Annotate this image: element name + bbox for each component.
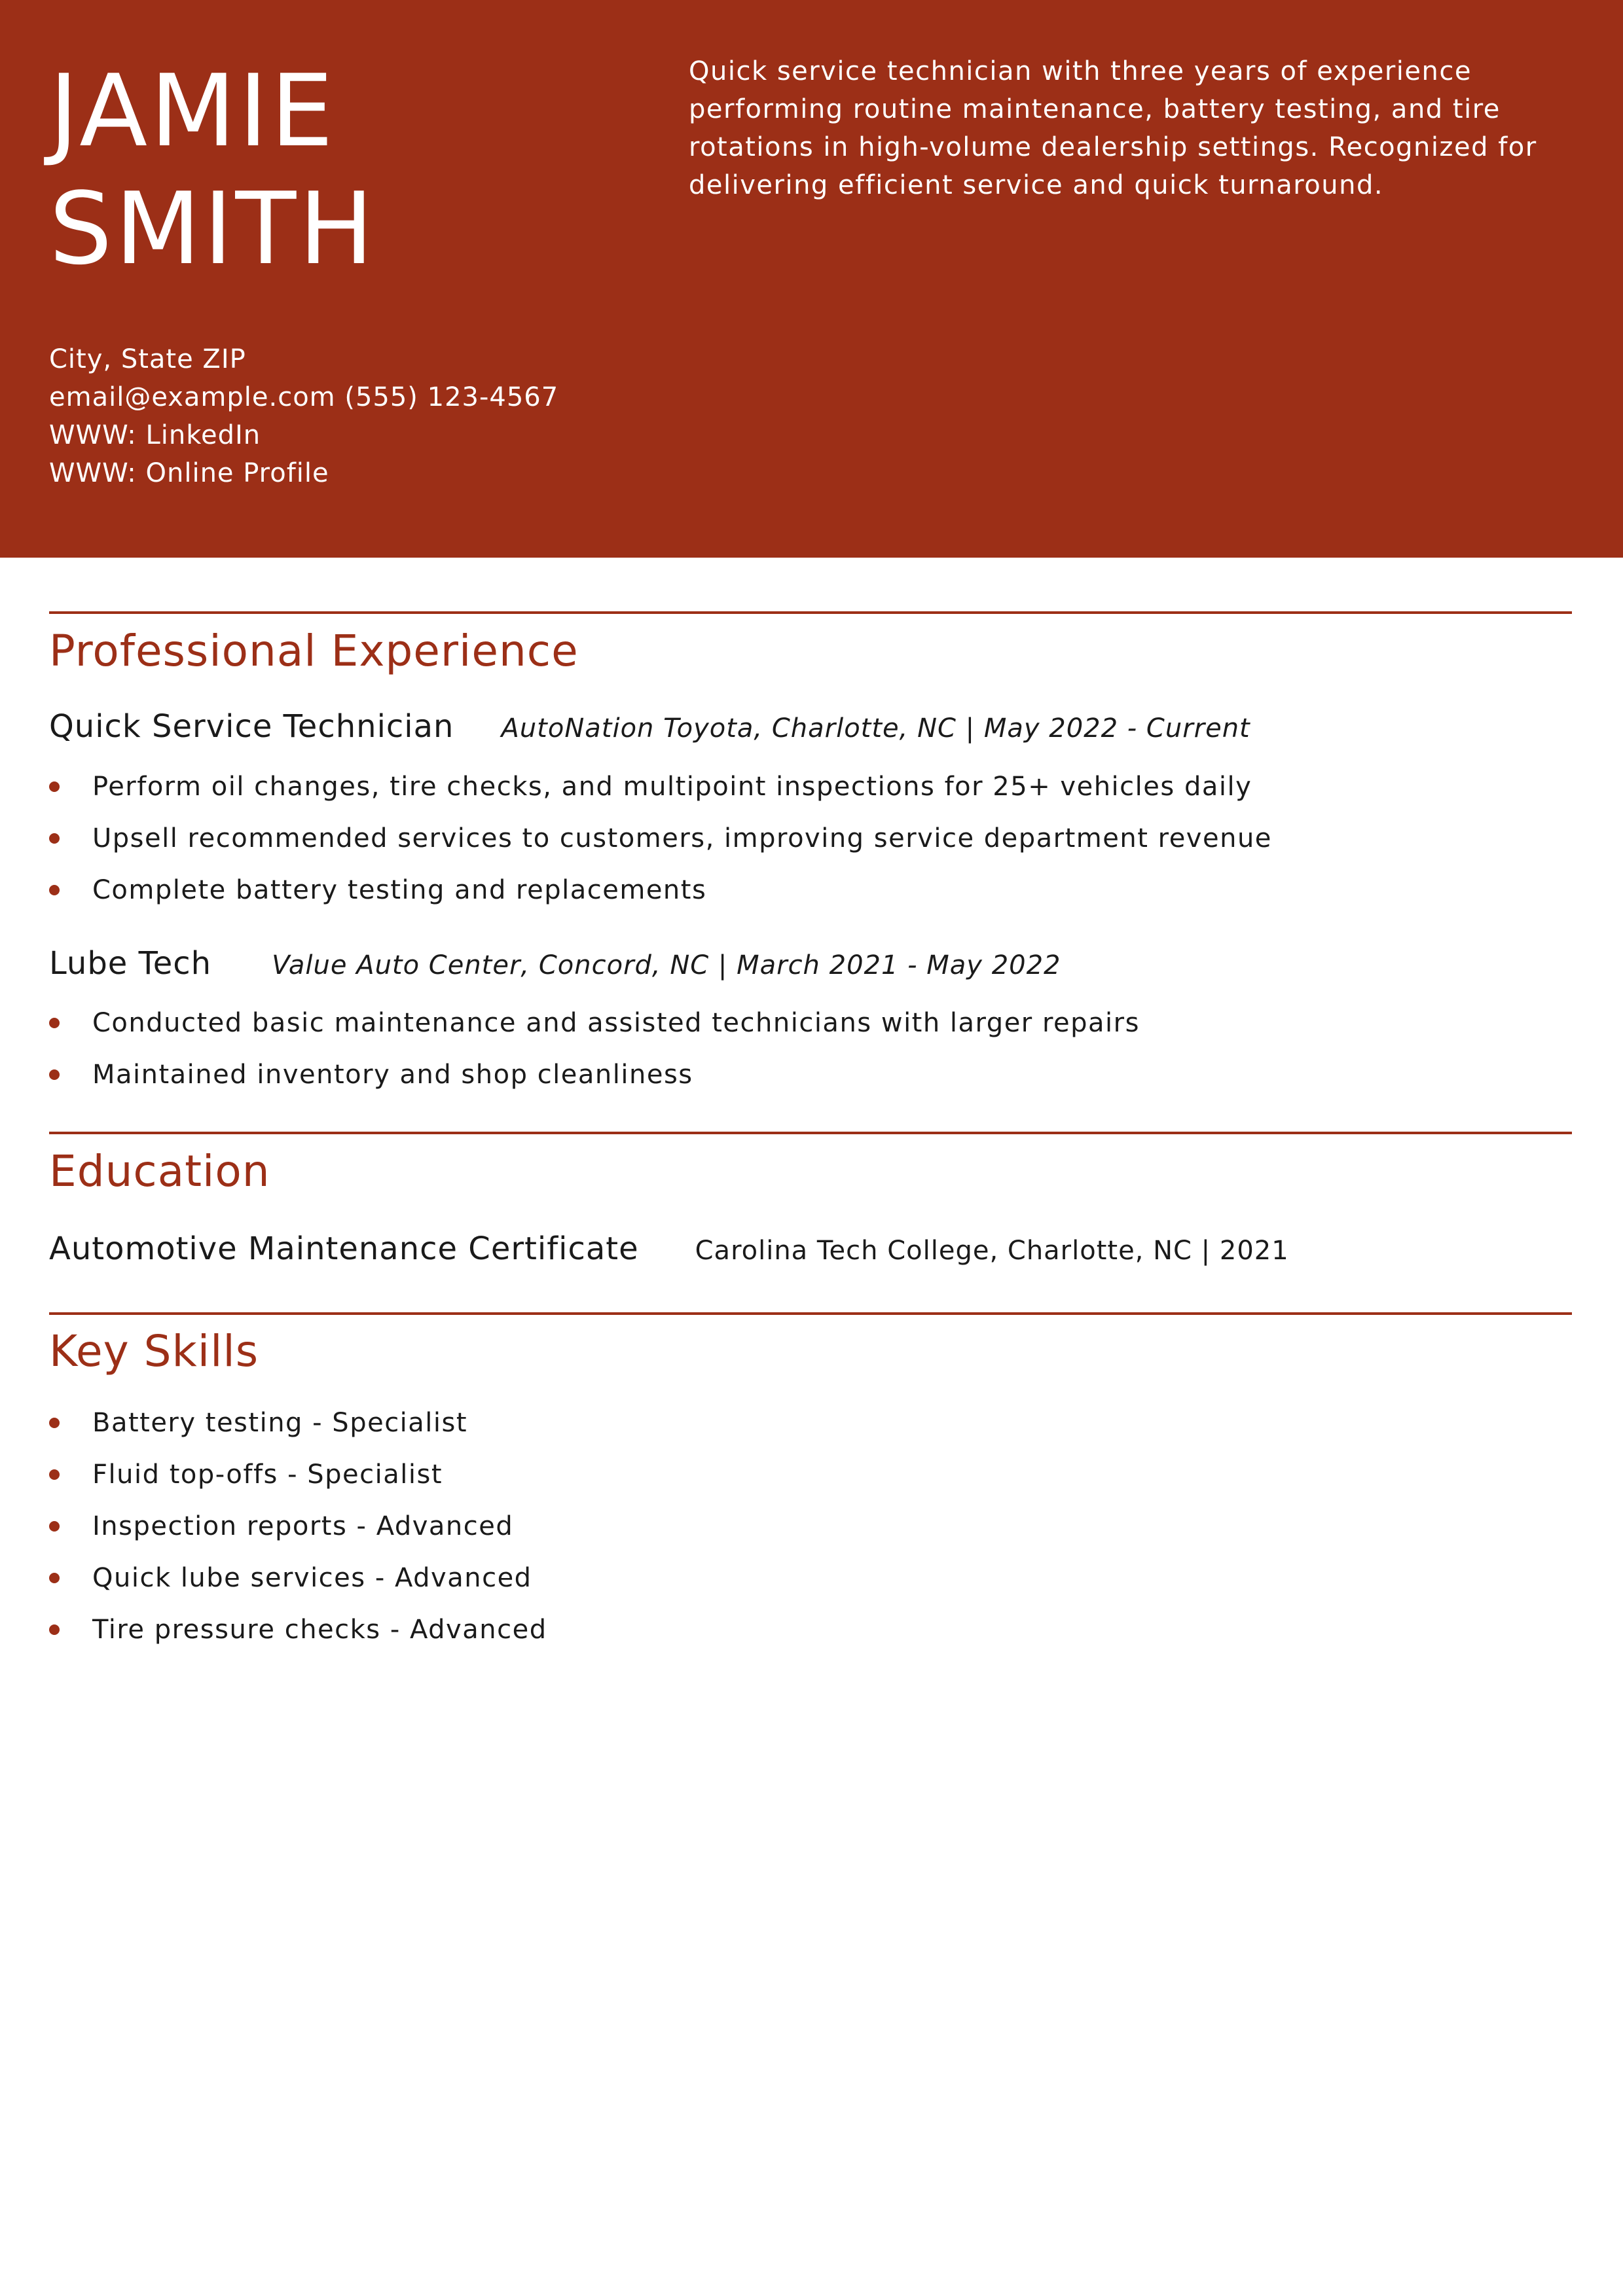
contact-profile: WWW: Online Profile	[49, 458, 329, 488]
bullet-icon	[49, 1069, 60, 1080]
job-employer: AutoNation Toyota	[501, 713, 754, 744]
job-location-dates: , Concord, NC | March 2021 - May 2022	[520, 950, 1061, 980]
bullet-icon	[49, 1018, 60, 1028]
contact-block	[49, 340, 558, 492]
list-item	[49, 1049, 1140, 1101]
skill-text: Battery testing - Specialist	[92, 1408, 468, 1438]
bullet-icon	[49, 1624, 60, 1635]
last-name: SMITH	[49, 171, 376, 287]
job-title: Lube Tech	[49, 945, 212, 982]
education-school: Carolina Tech College, Charlotte, NC | 2021	[695, 1236, 1289, 1266]
bullet-icon	[49, 885, 60, 895]
contact-email-phone: email@example.com (555) 123-4567	[49, 382, 559, 412]
skills-list	[49, 1397, 547, 1656]
job-bullet-list	[49, 761, 1272, 916]
bullet-text: Perform oil changes, tire checks, and multipoint inspections for 25+ vehicles daily	[92, 772, 1252, 802]
contact-location: City, State ZIP	[49, 344, 246, 374]
list-item	[49, 997, 1140, 1049]
skill-text: Inspection reports - Advanced	[92, 1511, 514, 1541]
list-item	[49, 1604, 547, 1656]
bullet-icon	[49, 1521, 60, 1532]
bullet-icon	[49, 1418, 60, 1428]
education-divider	[49, 1132, 1572, 1134]
list-item	[49, 865, 1272, 916]
bullet-text: Maintained inventory and shop cleanliness	[92, 1060, 693, 1090]
education-degree: Automotive Maintenance Certificate	[49, 1230, 639, 1267]
bullet-text: Complete battery testing and replacements	[92, 875, 707, 905]
bullet-icon	[49, 781, 60, 792]
job-title: Quick Service Technician	[49, 708, 454, 745]
job-entry-header	[49, 945, 1061, 982]
first-name: JAMIE	[49, 53, 337, 169]
contact-linkedin: WWW: LinkedIn	[49, 420, 261, 450]
bullet-text: Upsell recommended services to customers, improving service department revenue	[92, 823, 1272, 853]
resume-header	[0, 0, 1623, 558]
professional-summary: Quick service technician with three years of experience performing routine maintenance, battery testing, and tire rotations in high-volume dealership settings. Recognized for delivering efficient service and quick turnaround.	[689, 56, 1537, 200]
list-item	[49, 1449, 547, 1501]
skill-text: Tire pressure checks - Advanced	[92, 1615, 547, 1645]
skills-section-title: Key Skills	[49, 1326, 259, 1376]
list-item	[49, 1397, 547, 1449]
job-bullet-list	[49, 997, 1140, 1101]
job-entry-header	[49, 708, 1250, 745]
bullet-icon	[49, 833, 60, 844]
skills-divider	[49, 1312, 1572, 1315]
bullet-text: Conducted basic maintenance and assisted technicians with larger repairs	[92, 1008, 1140, 1038]
list-item	[49, 1552, 547, 1604]
bullet-icon	[49, 1573, 60, 1583]
list-item	[49, 761, 1272, 813]
skill-text: Fluid top-offs - Specialist	[92, 1460, 443, 1490]
education-section-title: Education	[49, 1146, 270, 1196]
job-location-dates: , Charlotte, NC | May 2022 - Current	[754, 713, 1250, 744]
candidate-name	[49, 52, 638, 288]
experience-divider	[49, 611, 1572, 614]
list-item	[49, 1501, 547, 1552]
job-employer: Value Auto Center	[272, 950, 521, 980]
education-entry	[49, 1230, 1289, 1267]
bullet-icon	[49, 1469, 60, 1480]
skill-text: Quick lube services - Advanced	[92, 1563, 532, 1593]
experience-section-title: Professional Experience	[49, 626, 579, 676]
list-item	[49, 813, 1272, 865]
